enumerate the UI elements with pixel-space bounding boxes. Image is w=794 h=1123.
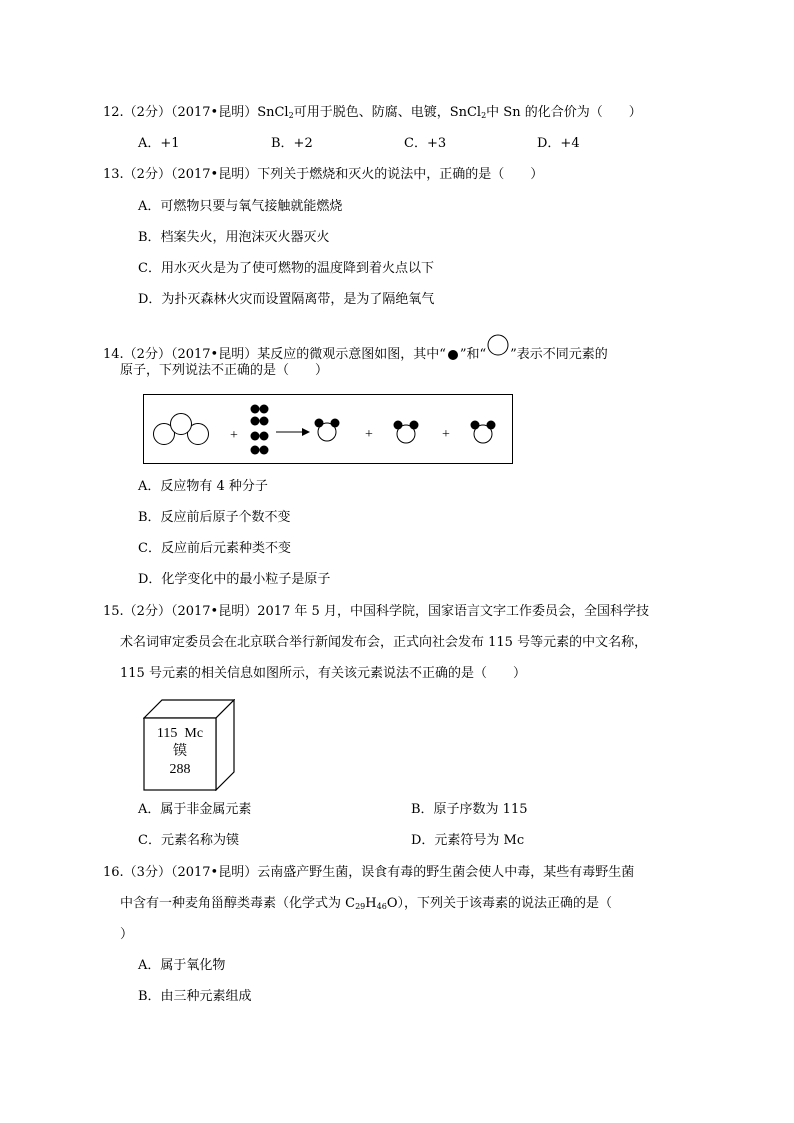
plus-sign-1: + bbox=[230, 428, 238, 443]
q15-options-row1 bbox=[138, 801, 684, 819]
q16-stem-line3: ） bbox=[120, 927, 134, 942]
q12-option-b[interactable]: B．+2 bbox=[271, 136, 313, 151]
q12-option-c[interactable]: C．+3 bbox=[404, 136, 447, 151]
q16-option-b[interactable]: B．由三种元素组成 bbox=[138, 989, 252, 1004]
reaction-diagram bbox=[143, 394, 513, 464]
q15-stem-line1: 15.（2分）（2017•昆明）2017 年 5 月，中国科学院，国家语言文字工作委员会，全国科学技 bbox=[103, 604, 649, 619]
q12-options bbox=[138, 135, 670, 153]
q14-option-d[interactable]: D．化学变化中的最小粒子是原子 bbox=[138, 572, 331, 587]
q13-option-b[interactable]: B．档案失火，用泡沫灭火器灭火 bbox=[138, 230, 330, 245]
product-molecule-2 bbox=[394, 421, 419, 444]
q15-stem-line3: 115 号元素的相关信息如图所示，有关该元素说法不正确的是（ ） bbox=[120, 666, 526, 681]
q15-option-c[interactable]: C．元素名称为镆 bbox=[138, 833, 239, 848]
q14-option-a[interactable]: A．反应物有 4 种分子 bbox=[138, 479, 268, 494]
q16-stem-line1: 16.（3分）（2017•昆明）云南盛产野生菌，误食有毒的野生菌会使人中毒，某些有毒野生菌 bbox=[103, 865, 635, 880]
q12-option-a[interactable]: A．+1 bbox=[138, 136, 180, 151]
black-atom-icon bbox=[446, 349, 460, 361]
q15-option-a[interactable]: A．属于非金属元素 bbox=[138, 802, 252, 817]
q16-option-a[interactable]: A．属于氧化物 bbox=[138, 958, 226, 973]
q14-stem: 14.（2分）（2017•昆明）某反应的微观示意图如图，其中“ ”和“ ”表示不同元素的 bbox=[103, 334, 608, 364]
element-card-mc bbox=[143, 699, 235, 791]
product-molecule-3 bbox=[471, 421, 496, 444]
plus-sign-3: + bbox=[442, 427, 450, 442]
element-name: 镆 bbox=[173, 744, 187, 759]
element-number-symbol: 115 Mc bbox=[156, 726, 204, 741]
q12-stem: 12.（2分）（2017•昆明）SnCl$_2$可用于脱色、防腐、电镀，SnCl$_2$中 Sn 的化合价为（ ） bbox=[103, 105, 642, 120]
white-atom-icon bbox=[486, 334, 510, 356]
reactant-molecules-black bbox=[251, 405, 269, 455]
q14-option-c[interactable]: C．反应前后元素种类不变 bbox=[138, 541, 291, 556]
reaction-arrow-icon bbox=[276, 428, 310, 436]
product-molecule-1 bbox=[315, 419, 340, 442]
q14-option-b[interactable]: B．反应前后原子个数不变 bbox=[138, 510, 291, 525]
q13-option-a[interactable]: A．可燃物只要与氧气接触就能燃烧 bbox=[138, 199, 343, 214]
element-mass: 288 bbox=[169, 762, 191, 777]
q15-options-row2 bbox=[138, 832, 684, 850]
q12-option-d[interactable]: D．+4 bbox=[537, 136, 580, 151]
q15-option-b[interactable]: B．原子序数为 115 bbox=[411, 802, 528, 817]
q15-option-d[interactable]: D．元素符号为 Mc bbox=[411, 833, 525, 848]
q15-stem-line2: 术名词审定委员会在北京联合举行新闻发布会，正式向社会发布 115 号等元素的中文名称， bbox=[120, 635, 648, 650]
q16-stem-line2: 中含有一种麦角甾醇类毒素（化学式为 $C_{29}H_{46}O$），下列关于该毒素的说法正确的是（ bbox=[120, 896, 612, 911]
q13-option-c[interactable]: C．用水灭火是为了使可燃物的温度降到着火点以下 bbox=[138, 261, 434, 276]
q13-stem: 13.（2分）（2017•昆明）下列关于燃烧和灭火的说法中，正确的是（ ） bbox=[103, 167, 544, 182]
q14-stem-line2: 原子，下列说法不正确的是（ ） bbox=[120, 363, 329, 378]
reactant-molecule-white bbox=[154, 414, 209, 445]
q13-option-d[interactable]: D．为扑灭森林火灾而设置隔离带，是为了隔绝氧气 bbox=[138, 292, 435, 307]
plus-sign-2: + bbox=[365, 427, 373, 442]
